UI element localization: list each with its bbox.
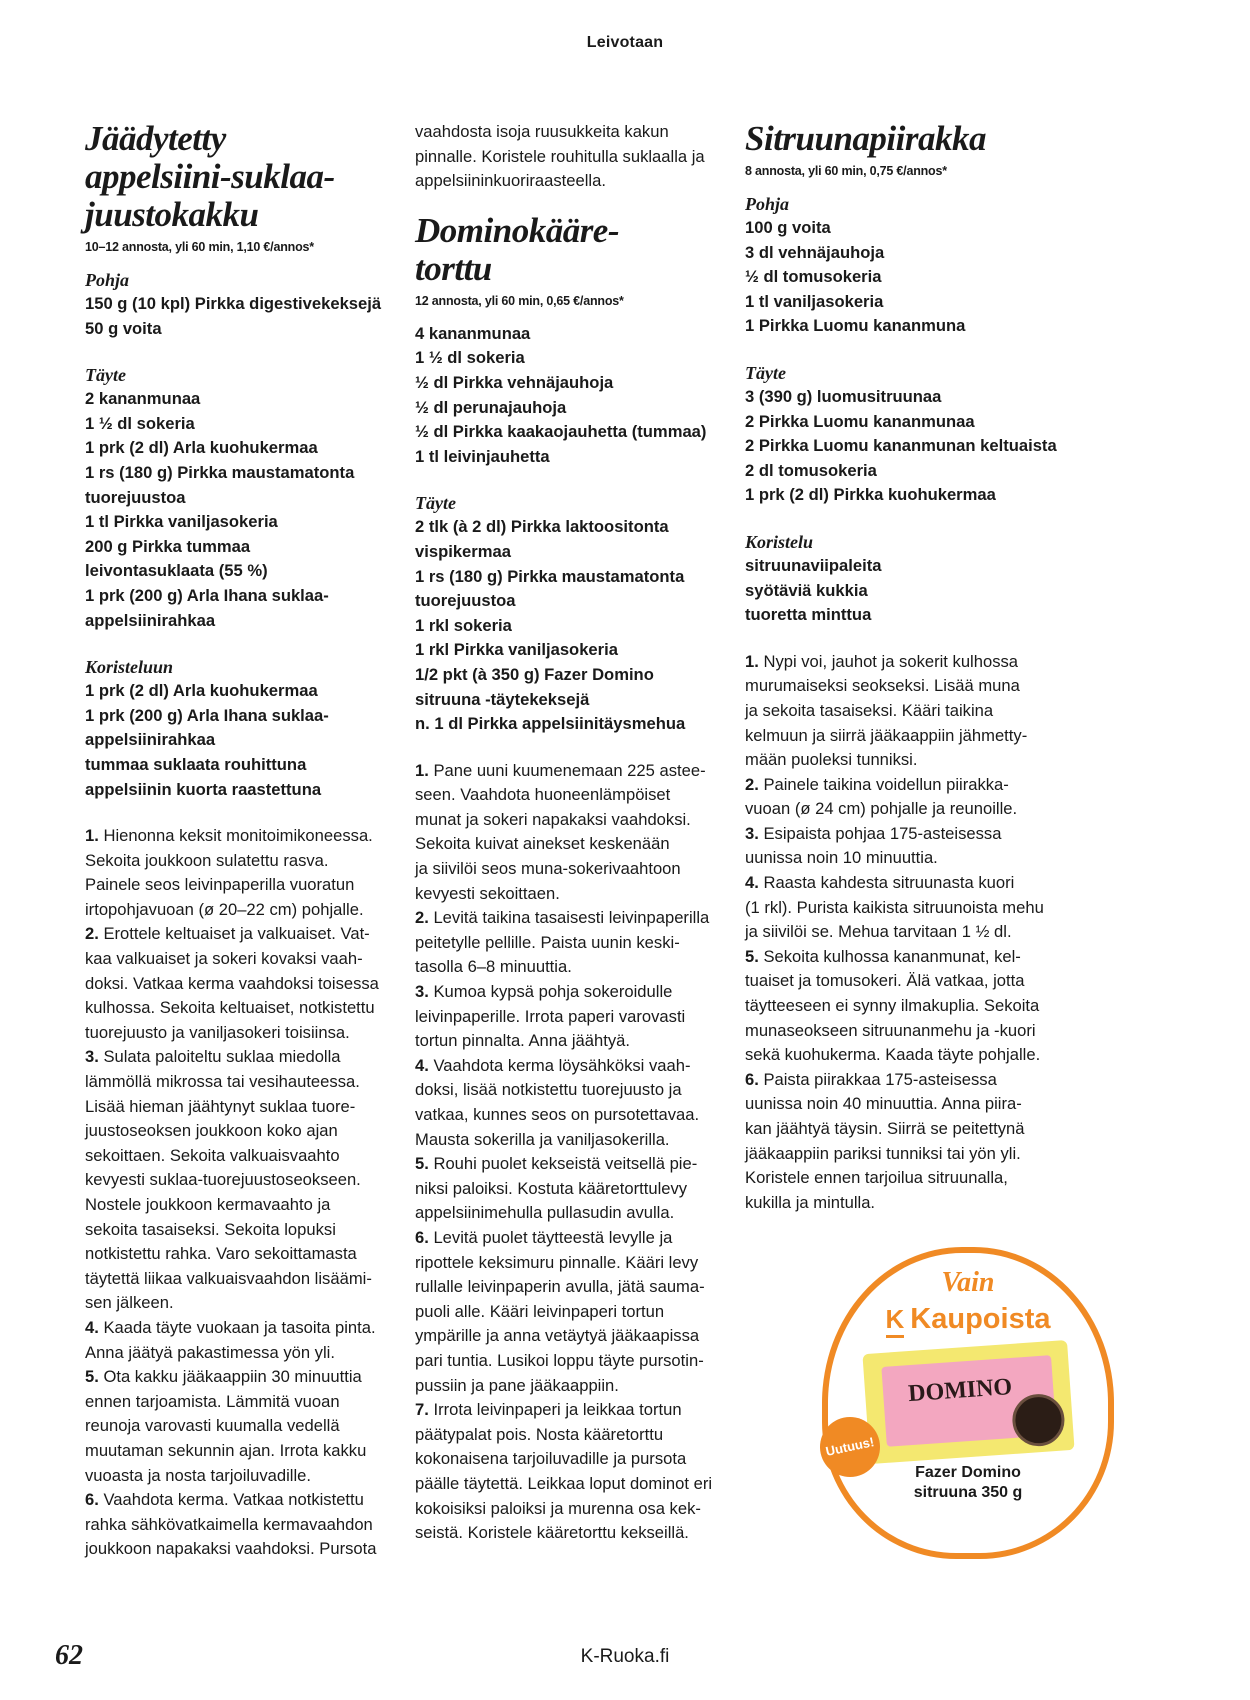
product-name-line-2: sitruuna 350 g [913, 1484, 1023, 1501]
step-line: sekä kuohukerma. Kaada täyte pohjalle. [745, 1045, 1041, 1065]
step-line: ympärille ja anna vetäytyä jääkaapissa [415, 1326, 700, 1346]
ingredient-line: 2 kananmunaa [85, 389, 201, 409]
instruction-steps [745, 650, 1085, 1216]
ingredient-list-pohja [745, 216, 1085, 339]
step-line: 4. Raasta kahdesta sitruunasta kuori [745, 873, 1015, 893]
ingredient-line: 1 ½ dl sokeria [85, 413, 195, 433]
page-number: 62 [55, 1640, 83, 1671]
step-line: 3. Kumoa kypsä pohja sokeroidulle [415, 982, 673, 1002]
step-line: Lisää hieman jäähtynyt suklaa tuore- [85, 1096, 356, 1116]
subheading-tayte: Täyte [745, 362, 786, 383]
step-line: kukilla ja mintulla. [745, 1192, 876, 1212]
recipe-title [415, 212, 745, 288]
step-line: munaseokseen sitruunanmehu ja -kuori [745, 1020, 1036, 1040]
subheading-tayte: Täyte [85, 365, 126, 386]
ingredient-line: 1 prk (200 g) Arla Ihana suklaa- [85, 585, 329, 605]
step-line: Mausta sokerilla ja vaniljasokerilla. [415, 1129, 670, 1149]
step-line: Sekoita kuivat ainekset keskenään [415, 834, 670, 854]
ingredient-line: 2 Pirkka Luomu kananmunan keltuaista [745, 436, 1057, 456]
ingredient-line: 1 prk (200 g) Arla Ihana suklaa- [85, 705, 329, 725]
step-line: peitetylle pellille. Paista uunin keski- [415, 932, 680, 952]
badge-kaupoista-label: Kaupoista [910, 1303, 1051, 1335]
ingredient-line: appelsiinirahkaa [85, 730, 216, 750]
subheading-tayte: Täyte [415, 493, 456, 514]
step-line: Koristele ennen tarjoilua sitruunalla, [745, 1168, 1008, 1188]
ingredient-list-koristelu [745, 554, 1085, 628]
step-line: 7. Irrota leivinpaperi ja leikkaa tortun [415, 1400, 682, 1420]
ingredient-line: 1 rs (180 g) Pirkka maustamatonta [85, 462, 355, 482]
step-line: ja siivilöi se. Mehua tarvitaan 1 ½ dl. [745, 922, 1012, 942]
step-line: 1. Hienonna keksit monitoimikoneessa. [85, 826, 373, 846]
step-line: leivinpaperille. Irrota paperi varovasti [415, 1006, 686, 1026]
step-line: joukkoon napakaksi vaahdoksi. Pursota [85, 1539, 377, 1559]
ingredient-line: ½ dl Pirkka kaakaojauhetta (tummaa) [415, 422, 707, 442]
ingredient-line: 2 Pirkka Luomu kananmunaa [745, 411, 975, 431]
step-line: 5. Sekoita kulhossa kananmunat, kel- [745, 946, 1021, 966]
ingredient-list-tayte [745, 385, 1085, 508]
ingredient-line: 150 g (10 kpl) Pirkka digestivekeksejä [85, 294, 382, 313]
ingredient-list-koristeluun [85, 679, 415, 802]
badge-kaupoista-text [828, 1303, 1108, 1338]
step-line: päätypalat pois. Nosta kääretorttu [415, 1424, 664, 1444]
step-line: 6. Levitä puolet täytteestä levylle ja [415, 1227, 673, 1247]
step-line: 6. Vaahdota kerma. Vatkaa notkistettu [85, 1490, 364, 1510]
step-line: kan jäähtyä täysin. Siirrä se peitettynä [745, 1119, 1025, 1138]
ingredient-line: vispikermaa [415, 541, 511, 561]
step-line: 2. Painele taikina voidellun piirakka- [745, 774, 1009, 794]
step-line: päälle täytettä. Leikkaa loput dominot eri [415, 1473, 713, 1493]
text-line: pinnalle. Koristele rouhitulla suklaalla ja [415, 146, 705, 166]
step-line: rullalle leivinpaperin avulla, jätä sauma- [415, 1277, 705, 1297]
subheading-koristeluun: Koristeluun [85, 657, 174, 678]
ingredient-line: tuorejuustoa [415, 591, 516, 611]
ingredient-line: 100 g voita [745, 218, 831, 237]
step-line: munat ja sokeri napakaksi vaahdoksi. [415, 809, 691, 829]
ingredient-line: tuoretta minttua [745, 605, 872, 625]
step-line: muutaman sekunnin ajan. Irrota kakku [85, 1440, 367, 1460]
ingredient-line: 3 dl vehnäjauhoja [745, 242, 885, 262]
step-line: rahka sähkövatkaimella kermavaahdon [85, 1514, 373, 1534]
step-line: 2. Levitä taikina tasaisesti leivinpaperilla [415, 908, 710, 928]
step-line: 6. Paista piirakkaa 175-asteisessa [745, 1069, 997, 1089]
ingredient-line: ½ dl tomusokeria [745, 267, 882, 287]
ingredient-line: 1 rkl sokeria [415, 615, 512, 635]
continued-text [415, 120, 745, 194]
recipe-column-2 [415, 120, 745, 1546]
product-name [828, 1463, 1108, 1503]
ingredient-line: appelsiinin kuorta raastettuna [85, 779, 322, 799]
step-line: kokonaisena tarjoiluvadille ja pursota [415, 1449, 687, 1469]
ingredient-line: 2 tlk (à 2 dl) Pirkka laktoositonta [415, 517, 669, 537]
step-line: pussiin ja pane jääkaappiin. [415, 1375, 619, 1395]
step-line: seen. Vaahdota huoneenlämpöiset [415, 785, 671, 805]
step-line: lämmöllä mikrossa tai vesihauteessa. [85, 1072, 360, 1092]
instruction-steps [415, 759, 745, 1546]
step-line: kelmuun ja siirrä jääkaappiin jähmetty- [745, 725, 1028, 745]
ingredient-line: tummaa suklaata rouhittuna [85, 754, 307, 774]
subheading-pohja: Pohja [85, 270, 130, 290]
ingredient-line: 1 tl vaniljasokeria [745, 291, 884, 311]
step-line: sekoittaen. Sekoita valkuaisvaahto [85, 1145, 340, 1165]
step-line: tuorejuusto ja vaniljasokeri toisiinsa. [85, 1022, 350, 1042]
step-line: 3. Esipaista pohjaa 175-asteisessa [745, 823, 1002, 843]
step-line: sekoita tasaiseksi. Sekoita lopuksi [85, 1219, 336, 1239]
ingredient-line: tuorejuustoa [85, 487, 186, 507]
ingredient-list-pohja [415, 322, 745, 470]
text-line: appelsiininkuoriraasteella. [415, 171, 606, 191]
ingredient-list-pohja [85, 292, 415, 341]
title-line: juustokakku [85, 195, 259, 234]
ingredient-line: 1 prk (2 dl) Arla kuohukermaa [85, 681, 318, 701]
step-line: 4. Vaahdota kerma löysähköksi vaah- [415, 1055, 691, 1075]
step-line: kevyesti suklaa-tuorejuustoseokseen. [85, 1170, 361, 1190]
recipe-title [745, 120, 1085, 158]
step-line: reunoja varovasti kuumalla vedellä [85, 1416, 340, 1436]
recipe-title [85, 120, 415, 234]
ingredient-line: sitruunaviipaleita [745, 555, 882, 575]
step-line: (1 rkl). Purista kaikista sitruunoista mehu [745, 897, 1044, 917]
uutuus-sticker: Uutuus! [814, 1411, 885, 1482]
ingredient-line: 1 Pirkka Luomu kananmuna [745, 316, 966, 336]
ingredient-line: 1 prk (2 dl) Arla kuohukermaa [85, 438, 318, 458]
step-line: tortun pinnalta. Anna jäähtyä. [415, 1031, 630, 1051]
step-line: 1. Nypi voi, jauhot ja sokerit kulhossa [745, 651, 1019, 671]
ingredient-line: 1 ½ dl sokeria [415, 348, 525, 368]
step-line: ennen tarjoamista. Lämmitä vuoan [85, 1391, 340, 1411]
step-line: pari tuntia. Lusikoi loppu täyte pursotin- [415, 1350, 704, 1370]
step-line: mään puoleksi tunniksi. [745, 750, 918, 770]
text-line: vaahdosta isoja ruusukkeita kakun [415, 122, 669, 141]
ingredient-line: 1 tl leivinjauhetta [415, 446, 550, 466]
footer-website: K-Ruoka.fi [580, 1646, 670, 1667]
step-line: ja sekoita tasaiseksi. Kääri taikina [745, 700, 994, 720]
step-line: vuoan (ø 24 cm) pohjalle ja reunoille. [745, 799, 1018, 819]
ingredient-list-tayte [85, 387, 415, 633]
step-line: 1. Pane uuni kuumenemaan 225 astee- [415, 760, 706, 780]
ingredient-line: 4 kananmunaa [415, 323, 531, 343]
step-line: ripottele keksimuru pinnalle. Kääri levy [415, 1252, 699, 1272]
step-line: tasolla 6–8 minuuttia. [415, 957, 572, 977]
step-line: uunissa noin 10 minuuttia. [745, 848, 938, 868]
promo-badge [822, 1247, 1114, 1559]
step-line: doksi, lisää notkistettu tuorejuusto ja [415, 1080, 682, 1100]
ingredient-line: 50 g voita [85, 318, 162, 338]
title-line: Jäädytetty [85, 119, 226, 158]
step-line: ja siivilöi seos muna-sokerivaahtoon [415, 859, 681, 879]
step-line: Sekoita joukkoon sulatettu rasva. [85, 850, 329, 870]
ingredient-line: 200 g Pirkka tummaa [85, 536, 251, 556]
ingredient-line: 1 rs (180 g) Pirkka maustamatonta [415, 566, 685, 586]
ingredient-line: appelsiinirahkaa [85, 610, 216, 630]
section-label: Leivotaan [586, 34, 664, 51]
step-line: vuoasta ja nosta tarjoiluvadille. [85, 1465, 311, 1485]
subheading-pohja: Pohja [745, 194, 790, 214]
subheading-koristelu: Koristelu [745, 531, 814, 552]
recipe-column-3 [745, 120, 1085, 1215]
step-line: kulhossa. Sekoita keltuaiset, notkistettu [85, 998, 375, 1018]
step-line: 4. Kaada täyte vuokaan ja tasoita pinta. [85, 1317, 376, 1337]
step-line: doksi. Vatkaa kerma vaahdoksi toisessa [85, 973, 379, 993]
step-line: 3. Sulata paloiteltu suklaa miedolla [85, 1047, 341, 1067]
step-line: notkistettu rahka. Varo sekoittamasta [85, 1244, 357, 1264]
step-line: tuaiset ja tomusokeri. Älä vatkaa, jotta [745, 971, 1025, 991]
step-line: kaa valkuaiset ja sokeri kovaksi vaah- [85, 949, 363, 969]
k-logo-icon: K [886, 1304, 905, 1338]
ingredient-line: ½ dl perunajauhoja [415, 397, 567, 417]
step-line: Painele seos leivinpaperilla vuoratun [85, 875, 355, 895]
recipe-meta: 12 annosta, yli 60 min, 0,65 €/annos* [415, 293, 624, 308]
step-line: niksi paloiksi. Kostuta kääretorttulevy [415, 1178, 688, 1198]
step-line: uunissa noin 40 minuuttia. Anna piira- [745, 1094, 1022, 1114]
ingredient-line: 1 rkl Pirkka vaniljasokeria [415, 640, 618, 660]
ingredient-list-tayte [415, 515, 745, 736]
step-line: täytteeseen ei synny ilmakuplia. Sekoita [745, 996, 1040, 1016]
step-line: puoli alle. Kääri leivinpaperi tortun [415, 1301, 665, 1321]
step-line: kevyesti sekoittaen. [415, 883, 560, 903]
package-brand-text: DOMINO [907, 1373, 1013, 1408]
ingredient-line: n. 1 dl Pirkka appelsiinitäysmehua [415, 714, 686, 734]
ingredient-line: ½ dl Pirkka vehnäjauhoja [415, 372, 614, 392]
recipe-meta: 8 annosta, yli 60 min, 0,75 €/annos* [745, 164, 947, 178]
title-line: Dominokääre- [415, 210, 619, 250]
step-line: 5. Ota kakku jääkaappiin 30 minuuttia [85, 1367, 362, 1387]
step-line: täytettä liikaa valkuaisvaahdon lisäämi- [85, 1268, 372, 1288]
ingredient-line: 1 tl Pirkka vaniljasokeria [85, 512, 278, 532]
step-line: kokoisiksi paloiksi ja murenna osa kek- [415, 1498, 701, 1518]
step-line: appelsiinimehulla pullasudin avulla. [415, 1203, 675, 1223]
ingredient-line: 3 (390 g) luomusitruunaa [745, 386, 942, 406]
ingredient-line: syötäviä kukkia [745, 580, 868, 600]
badge-vain-text: Vain [941, 1267, 995, 1298]
ingredient-line: 1 prk (2 dl) Pirkka kuohukermaa [745, 485, 996, 505]
step-line: sen jälkeen. [85, 1293, 174, 1313]
product-name-line-1: Fazer Domino [915, 1464, 1021, 1481]
step-line: 2. Erottele keltuaiset ja valkuaiset. Vat- [85, 924, 370, 944]
title-line: appelsiini-suklaa- [85, 157, 335, 196]
step-line: Anna jäätyä pakastimessa yön yli. [85, 1342, 335, 1362]
ingredient-line: sitruuna -täytekeksejä [415, 689, 590, 709]
step-line: seistä. Koristele kääretorttu kekseillä. [415, 1523, 689, 1543]
recipe-column-1 [85, 120, 415, 1562]
product-package-image [862, 1340, 1074, 1464]
recipe-meta: 10–12 annosta, yli 60 min, 1,10 €/annos* [85, 240, 314, 254]
step-line: Nostele joukkoon kermavaahto ja [85, 1195, 331, 1214]
step-line: irtopohjavuoan (ø 20–22 cm) pohjalle. [85, 899, 364, 919]
step-line: jääkaappiin pariksi tunniksi tai yön yli. [745, 1143, 1021, 1163]
ingredient-line: 1/2 pkt (à 350 g) Fazer Domino [415, 664, 654, 684]
instruction-steps [85, 824, 415, 1562]
ingredient-line: 2 dl tomusokeria [745, 460, 877, 480]
step-line: murumaiseksi seokseksi. Lisää muna [745, 676, 1020, 696]
title-line: Sitruunapiirakka [745, 119, 986, 158]
step-line: 5. Rouhi puolet kekseistä veitsellä pie- [415, 1154, 698, 1174]
title-line: torttu [415, 248, 492, 288]
ingredient-line: leivontasuklaata (55 %) [85, 561, 268, 581]
step-line: juustoseoksen joukkoon koko ajan [85, 1121, 338, 1141]
step-line: vatkaa, kunnes seos on pursotettavaa. [415, 1105, 700, 1124]
